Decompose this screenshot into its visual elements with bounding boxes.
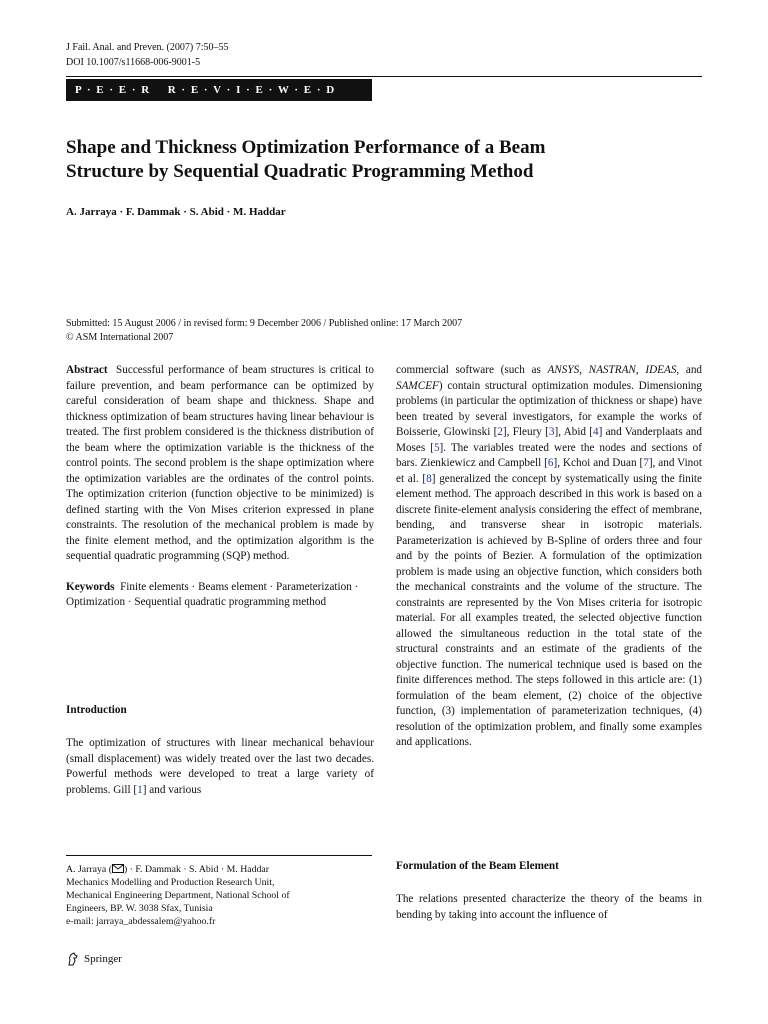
- publication-dates: [66, 317, 686, 345]
- body-text: ,: [579, 364, 589, 376]
- reference-link[interactable]: 2: [497, 426, 503, 438]
- body-text: , and: [676, 364, 703, 376]
- abstract-label: Abstract: [66, 364, 108, 376]
- submission-dates: Submitted: 15 August 2006 / in revised form: 9 December 2006 / Published online: 17 March 2007: [66, 318, 463, 329]
- introduction-heading: Introduction: [66, 704, 127, 716]
- body-text: ,: [635, 364, 646, 376]
- right-column-text: [396, 363, 702, 751]
- body-text: ] and Vanderplaats and Moses [: [396, 426, 702, 454]
- reference-link[interactable]: 1: [137, 783, 143, 796]
- body-text: ], Abid [: [554, 426, 594, 438]
- body-text: ], Fleury [: [502, 426, 549, 438]
- affiliation-line: Engineers, BP. W. 3038 Sfax, Tunisia: [66, 903, 213, 914]
- reference-link[interactable]: 7: [643, 457, 649, 469]
- body-text: ], Kchoi and Duan [: [553, 457, 644, 469]
- peer-reviewed-banner: P · E · E · R R · E · V · I · E · W · E · D: [66, 79, 372, 101]
- abstract-block: [66, 363, 374, 611]
- reference-link[interactable]: 8: [426, 472, 432, 485]
- keywords-label: Keywords: [66, 580, 115, 593]
- software-name: ANSYS: [547, 364, 580, 376]
- intro-text-part: The optimization of structures with linear mechanical behaviour (small displacement) was widely treated over the last two decades. Powerful methods were developed to treat a large variety of problems. Gill [: [66, 737, 374, 796]
- publisher-logo: [66, 952, 122, 966]
- article-title: [66, 136, 666, 184]
- body-text: ] generalized the concept by systematically using the finite element method. The approach described in this work is based on a discrete finite-element analysis considering the effect of membrane, bending, and transverse shear in isotropic materials. Parameterization is achieved by B-Spline of orders three and four and by the points of Bezier. A formulation of the optimization problem is made using an objective function, which considers both the mechanical constraints and the volume of the structure. The constraints are represented by the Von Mises criteria for isotropic material. For all examples treated, the selected objective function allowed the simultaneous reduction in the total state of the structural constraints and an estimate of the gradients of the objective function. The numerical technique used is based on the finite differences method. The steps followed in this article are: (1) formulation of the beam element, (2) choice of the objective function, (3) implementation of parameterization techniques, (4) resolution of the optimization problem, and finally some examples and applications.: [396, 472, 702, 748]
- header-rule: [66, 76, 702, 77]
- author-list: A. Jarraya · F. Dammak · S. Abid · M. Haddar: [66, 206, 286, 218]
- title-line-2: Structure by Sequential Quadratic Programming Method: [66, 161, 534, 182]
- footnote-text: ) · F. Dammak · S. Abid · M. Haddar: [123, 864, 270, 875]
- body-text: The relations presented characterize the theory of the beams in bending by taking into account the influence of: [396, 893, 702, 921]
- reference-link[interactable]: 4: [593, 426, 599, 438]
- keywords-text: Finite elements · Beams element · Parameterization · Optimization · Sequential quadratic programming method: [66, 580, 359, 608]
- copyright-line: © ASM International 2007: [66, 332, 174, 343]
- journal-header: [66, 40, 228, 70]
- affiliation-line: Mechanics Modelling and Production Research Unit,: [66, 877, 275, 888]
- reference-link[interactable]: 5: [433, 441, 440, 454]
- doi[interactable]: DOI 10.1007/s11668-006-9001-5: [66, 57, 201, 68]
- springer-horse-icon: [66, 952, 80, 966]
- publisher-name: Springer: [84, 953, 122, 965]
- journal-citation: J Fail. Anal. and Preven. (2007) 7:50–55: [66, 42, 229, 53]
- beam-section-heading: Formulation of the Beam Element: [396, 860, 559, 872]
- intro-text-part: ] and various: [142, 783, 202, 796]
- body-text: ], and Vinot et al. [: [396, 457, 702, 485]
- introduction-text: [66, 736, 374, 798]
- software-name: SAMCEF: [396, 379, 439, 392]
- affiliation-line: Mechanical Engineering Department, National School of: [66, 890, 290, 901]
- software-name: IDEAS: [645, 364, 677, 376]
- title-line-1: Shape and Thickness Optimization Performance of a Beam: [66, 137, 546, 158]
- body-text: ]. The variables treated were the nodes and sections of bars. Zienkiewicz and Campbell [: [396, 441, 702, 469]
- body-text: commercial software (such as: [396, 364, 548, 376]
- author-email[interactable]: e-mail: jarraya_abdessalem@yahoo.fr: [66, 916, 216, 927]
- author-affiliation-footnote: [66, 863, 372, 928]
- reference-link[interactable]: 3: [548, 426, 555, 438]
- footnote-rule: [66, 855, 372, 856]
- beam-section-text: [396, 892, 702, 923]
- envelope-icon: [112, 864, 124, 873]
- software-name: NASTRAN: [588, 364, 636, 376]
- body-text: ) contain structural optimization modules. Dimensioning problems (in particular the optimization of thickness or shape) have been treated by several investigators, for example the works of Boisserie, Glowinski [: [396, 379, 702, 438]
- reference-link[interactable]: 6: [547, 457, 554, 469]
- footnote-text: A. Jarraya (: [66, 864, 112, 875]
- abstract-text: Successful performance of beam structures is critical to failure prevention, and beam performance can be optimized by careful consideration of beam shape and thickness. Shape and thickness optimization of beam structures having linear behaviour is treated. The first problem considered is the thickness distribution of the beam where the optimization variable is the thickness of the control points. The second problem is the shape optimization where the optimization variables are the ordinates of the control points. The optimization criterion (function objective to be minimized) is defined starting with the Von Mises criterion expressed in plane constraints. The resolution of the mechanical problem is made by the finite element method, and the optimization algorithm is the sequential quadratic programming (SQP) method.: [66, 364, 374, 562]
